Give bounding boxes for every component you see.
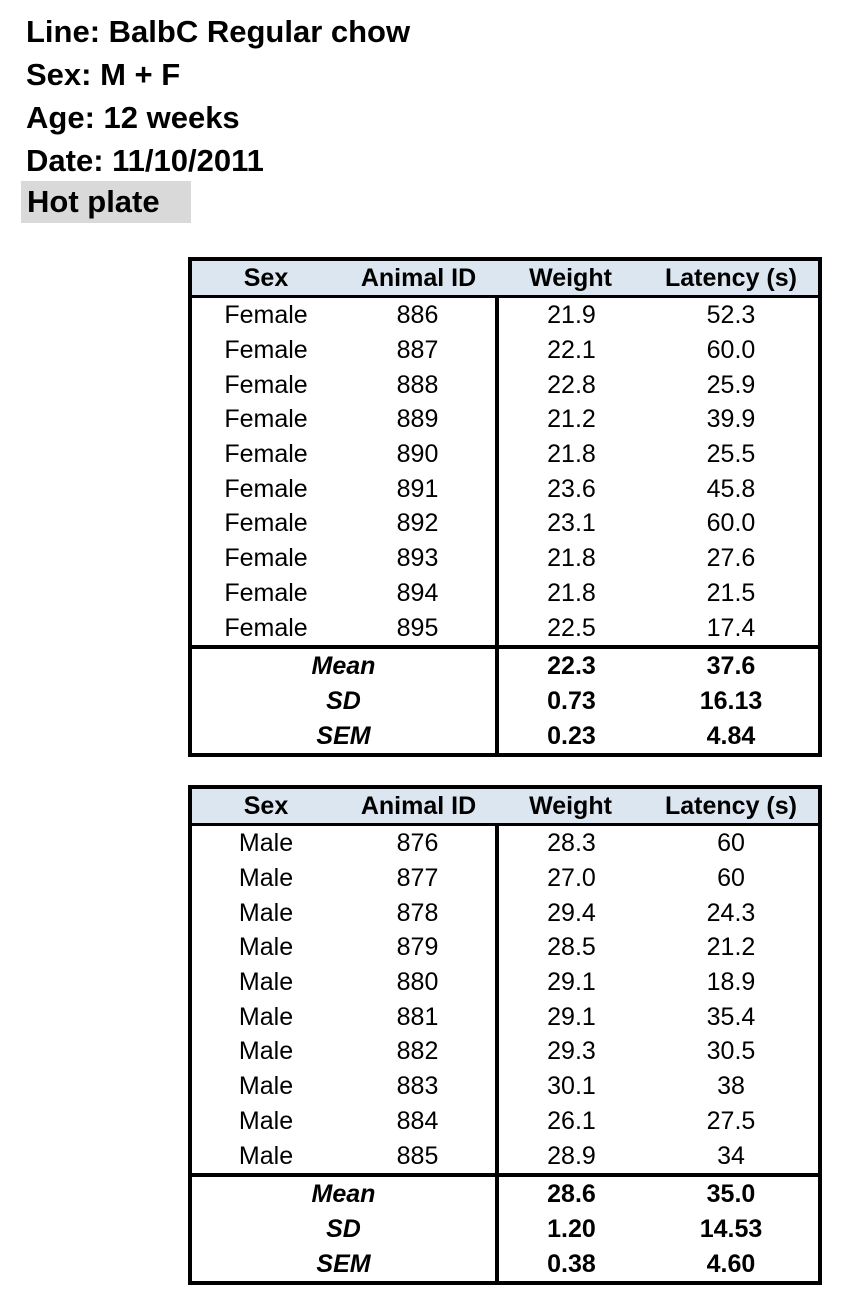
cell-animal-id: 877 bbox=[396, 864, 439, 893]
line-label: Line: BalbC Regular chow bbox=[26, 14, 411, 49]
cell-sex: Female bbox=[224, 301, 308, 330]
cell-sex: Male bbox=[238, 1072, 294, 1101]
cell-animal-id: 890 bbox=[396, 440, 439, 469]
table-row bbox=[190, 437, 820, 472]
cell-sex: Male bbox=[238, 968, 294, 997]
cell-sex: Female bbox=[224, 474, 308, 503]
cell-weight: 28.9 bbox=[497, 1138, 644, 1175]
stat-label: Mean bbox=[190, 647, 497, 684]
cell-weight: 23.6 bbox=[497, 471, 644, 506]
cell-weight: 30.1 bbox=[497, 1069, 644, 1104]
stat-weight: 0.73 bbox=[497, 684, 644, 719]
test-name-label: Hot plate bbox=[21, 181, 191, 223]
cell-sex: Female bbox=[224, 578, 308, 607]
stat-label: SD bbox=[326, 686, 361, 715]
cell-weight: 28.3 bbox=[497, 825, 644, 861]
cell-latency: 60.0 bbox=[706, 509, 756, 538]
cell-latency: 27.6 bbox=[706, 544, 756, 573]
column-header-sex: Sex bbox=[190, 787, 340, 825]
cell-sex: Male bbox=[238, 933, 294, 962]
table-row bbox=[190, 541, 820, 576]
cell-animal-id: 876 bbox=[396, 829, 439, 858]
cell-weight: 28.5 bbox=[497, 930, 644, 965]
cell-animal-id: 880 bbox=[396, 968, 439, 997]
cell-sex: Male bbox=[238, 1141, 294, 1170]
cell-animal-id: 893 bbox=[396, 544, 439, 573]
cell-weight: 22.8 bbox=[497, 367, 644, 402]
cell-latency: 60.0 bbox=[706, 336, 756, 365]
table-header-row bbox=[190, 787, 820, 825]
date-label: Date: 11/10/2011 bbox=[26, 143, 264, 178]
stat-label: SD bbox=[326, 1214, 361, 1243]
cell-weight: 22.5 bbox=[497, 610, 644, 647]
cell-latency: 27.5 bbox=[706, 1106, 756, 1135]
table-row bbox=[190, 1104, 820, 1139]
cell-weight: 29.1 bbox=[497, 965, 644, 1000]
cell-latency: 34 bbox=[717, 1141, 745, 1170]
stat-latency: 14.53 bbox=[699, 1214, 763, 1243]
table-row bbox=[190, 610, 820, 647]
cell-weight: 26.1 bbox=[497, 1104, 644, 1139]
cell-sex: Male bbox=[238, 1037, 294, 1066]
table-row bbox=[190, 576, 820, 611]
stat-label: SEM bbox=[316, 1249, 371, 1278]
stat-label: SEM bbox=[316, 721, 371, 750]
male-data-table bbox=[188, 785, 822, 1285]
cell-latency: 60 bbox=[717, 864, 745, 893]
stat-weight: 0.23 bbox=[497, 718, 644, 755]
stat-row-mean bbox=[190, 1175, 820, 1212]
cell-latency: 18.9 bbox=[706, 968, 756, 997]
stat-latency: 4.84 bbox=[706, 721, 756, 750]
cell-latency: 21.5 bbox=[706, 578, 756, 607]
cell-latency: 24.3 bbox=[706, 898, 756, 927]
cell-latency: 25.5 bbox=[706, 440, 756, 469]
cell-animal-id: 886 bbox=[396, 301, 439, 330]
cell-sex: Female bbox=[224, 370, 308, 399]
cell-animal-id: 884 bbox=[396, 1106, 439, 1135]
cell-animal-id: 894 bbox=[396, 578, 439, 607]
column-header-weight: Weight bbox=[497, 787, 644, 825]
stat-row-sem bbox=[190, 1246, 820, 1283]
table-header-row bbox=[190, 259, 820, 297]
stat-latency: 16.13 bbox=[699, 686, 763, 715]
cell-weight: 21.8 bbox=[497, 576, 644, 611]
table-row bbox=[190, 506, 820, 541]
cell-animal-id: 881 bbox=[396, 1002, 439, 1031]
column-header-latency: Latency (s) bbox=[644, 787, 820, 825]
cell-latency: 45.8 bbox=[706, 474, 756, 503]
experiment-header bbox=[26, 10, 410, 182]
table-row bbox=[190, 333, 820, 368]
cell-animal-id: 891 bbox=[396, 474, 439, 503]
cell-weight: 23.1 bbox=[497, 506, 644, 541]
cell-weight: 21.9 bbox=[497, 297, 644, 333]
stat-row-sd bbox=[190, 684, 820, 719]
stat-latency: 35.0 bbox=[644, 1175, 820, 1212]
stat-latency: 4.60 bbox=[706, 1249, 756, 1278]
cell-sex: Male bbox=[238, 1002, 294, 1031]
stat-weight: 22.3 bbox=[497, 647, 644, 684]
table-row bbox=[190, 861, 820, 896]
cell-latency: 38 bbox=[717, 1072, 745, 1101]
cell-latency: 30.5 bbox=[706, 1037, 756, 1066]
column-header-latency: Latency (s) bbox=[644, 259, 820, 297]
cell-animal-id: 883 bbox=[396, 1072, 439, 1101]
table-row bbox=[190, 367, 820, 402]
cell-animal-id: 885 bbox=[396, 1141, 439, 1170]
cell-latency: 60 bbox=[717, 829, 745, 858]
column-header-weight: Weight bbox=[497, 259, 644, 297]
table-row bbox=[190, 402, 820, 437]
stat-row-sem bbox=[190, 718, 820, 755]
cell-sex: Male bbox=[238, 1106, 294, 1135]
table-row bbox=[190, 930, 820, 965]
cell-latency: 21.2 bbox=[706, 933, 756, 962]
cell-sex: Female bbox=[224, 405, 308, 434]
cell-animal-id: 888 bbox=[396, 370, 439, 399]
table-row bbox=[190, 1138, 820, 1175]
cell-animal-id: 895 bbox=[396, 613, 439, 642]
stat-row-mean bbox=[190, 647, 820, 684]
table-row bbox=[190, 1034, 820, 1069]
cell-latency: 35.4 bbox=[706, 1002, 756, 1031]
stat-latency: 37.6 bbox=[644, 647, 820, 684]
cell-animal-id: 879 bbox=[396, 933, 439, 962]
cell-sex: Female bbox=[224, 613, 308, 642]
cell-weight: 29.1 bbox=[497, 999, 644, 1034]
cell-animal-id: 889 bbox=[396, 405, 439, 434]
table-row bbox=[190, 825, 820, 861]
column-header-animal-id: Animal ID bbox=[340, 787, 497, 825]
table-row bbox=[190, 999, 820, 1034]
cell-weight: 21.2 bbox=[497, 402, 644, 437]
female-data-table bbox=[188, 257, 822, 757]
table-row bbox=[190, 1069, 820, 1104]
stat-weight: 0.38 bbox=[497, 1246, 644, 1283]
table-row bbox=[190, 895, 820, 930]
age-label: Age: 12 weeks bbox=[26, 100, 240, 135]
cell-sex: Female bbox=[224, 440, 308, 469]
column-header-sex: Sex bbox=[190, 259, 340, 297]
cell-sex: Female bbox=[224, 336, 308, 365]
stat-weight: 28.6 bbox=[497, 1175, 644, 1212]
table-row bbox=[190, 297, 820, 333]
stat-weight: 1.20 bbox=[497, 1212, 644, 1247]
sex-label: Sex: M + F bbox=[26, 57, 181, 92]
cell-weight: 29.3 bbox=[497, 1034, 644, 1069]
cell-weight: 27.0 bbox=[497, 861, 644, 896]
cell-sex: Male bbox=[238, 829, 294, 858]
table-row bbox=[190, 965, 820, 1000]
cell-sex: Male bbox=[238, 864, 294, 893]
cell-weight: 29.4 bbox=[497, 895, 644, 930]
cell-sex: Male bbox=[238, 898, 294, 927]
cell-animal-id: 892 bbox=[396, 509, 439, 538]
stat-row-sd bbox=[190, 1212, 820, 1247]
cell-animal-id: 882 bbox=[396, 1037, 439, 1066]
cell-animal-id: 878 bbox=[396, 898, 439, 927]
cell-latency: 52.3 bbox=[706, 301, 756, 330]
cell-sex: Female bbox=[224, 544, 308, 573]
cell-animal-id: 887 bbox=[396, 336, 439, 365]
column-header-animal-id: Animal ID bbox=[340, 259, 497, 297]
cell-latency: 39.9 bbox=[706, 405, 756, 434]
cell-latency: 25.9 bbox=[706, 370, 756, 399]
cell-latency: 17.4 bbox=[706, 613, 756, 642]
cell-weight: 22.1 bbox=[497, 333, 644, 368]
cell-weight: 21.8 bbox=[497, 541, 644, 576]
table-row bbox=[190, 471, 820, 506]
cell-weight: 21.8 bbox=[497, 437, 644, 472]
stat-label: Mean bbox=[190, 1175, 497, 1212]
cell-sex: Female bbox=[224, 509, 308, 538]
